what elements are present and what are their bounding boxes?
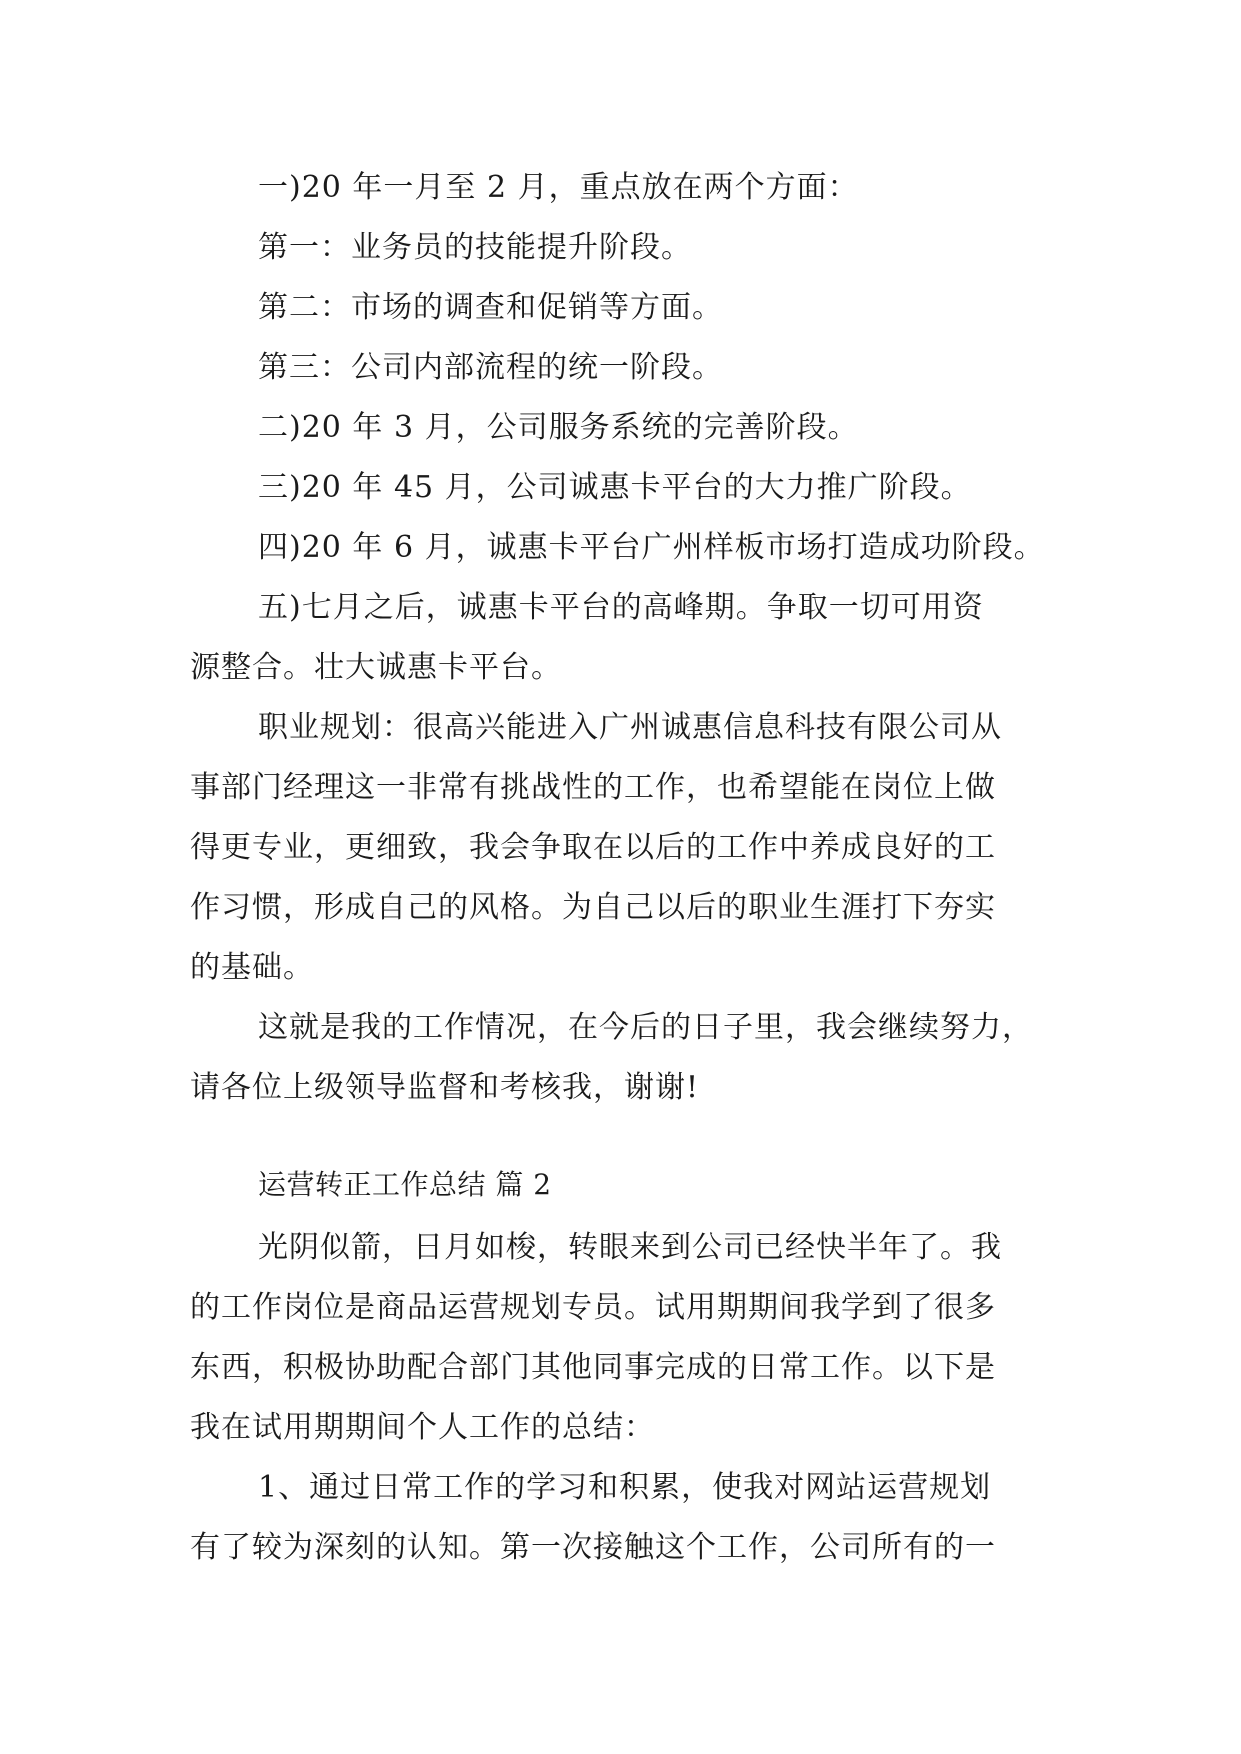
paragraph-line: 四)20 年 6 月，诚惠卡平台广州样板市场打造成功阶段。 [258,530,1045,565]
paragraph-line: 作习惯，形成自己的风格。为自己以后的职业生涯打下夯实 [190,890,996,925]
paragraph-line: 源整合。壮大诚惠卡平台。 [190,650,562,685]
paragraph-line: 这就是我的工作情况，在今后的日子里，我会继续努力， [258,1010,1033,1045]
paragraph-line: 三)20 年 45 月，公司诚惠卡平台的大力推广阶段。 [258,470,972,505]
paragraph-line: 事部门经理这一非常有挑战性的工作，也希望能在岗位上做 [190,770,996,805]
paragraph-line: 二)20 年 3 月，公司服务系统的完善阶段。 [258,410,859,445]
paragraph-line: 第三：公司内部流程的统一阶段。 [258,350,723,385]
paragraph-line: 第一：业务员的技能提升阶段。 [258,230,692,265]
paragraph-line: 第二：市场的调查和促销等方面。 [258,290,723,325]
paragraph-line: 的基础。 [190,950,314,985]
paragraph-line: 有了较为深刻的认知。第一次接触这个工作，公司所有的一 [190,1530,996,1565]
paragraph-line: 得更专业，更细致，我会争取在以后的工作中养成良好的工 [190,830,996,865]
paragraph-line: 光阴似箭，日月如梭，转眼来到公司已经快半年了。我 [258,1230,1002,1265]
paragraph-line: 五)七月之后，诚惠卡平台的高峰期。争取一切可用资 [258,590,984,625]
paragraph-line: 的工作岗位是商品运营规划专员。试用期期间我学到了很多 [190,1290,996,1325]
paragraph-line: 1、通过日常工作的学习和积累，使我对网站运营规划 [258,1470,992,1505]
paragraph-line: 职业规划：很高兴能进入广州诚惠信息科技有限公司从 [258,710,1002,745]
paragraph-line: 一)20 年一月至 2 月，重点放在两个方面： [258,170,859,205]
paragraph-line: 东西，积极协助配合部门其他同事完成的日常工作。以下是 [190,1350,996,1385]
paragraph-line: 请各位上级领导监督和考核我，谢谢! [190,1070,700,1105]
paragraph-line: 我在试用期期间个人工作的总结： [190,1410,655,1445]
section-heading: 运营转正工作总结 篇 2 [258,1168,552,1201]
